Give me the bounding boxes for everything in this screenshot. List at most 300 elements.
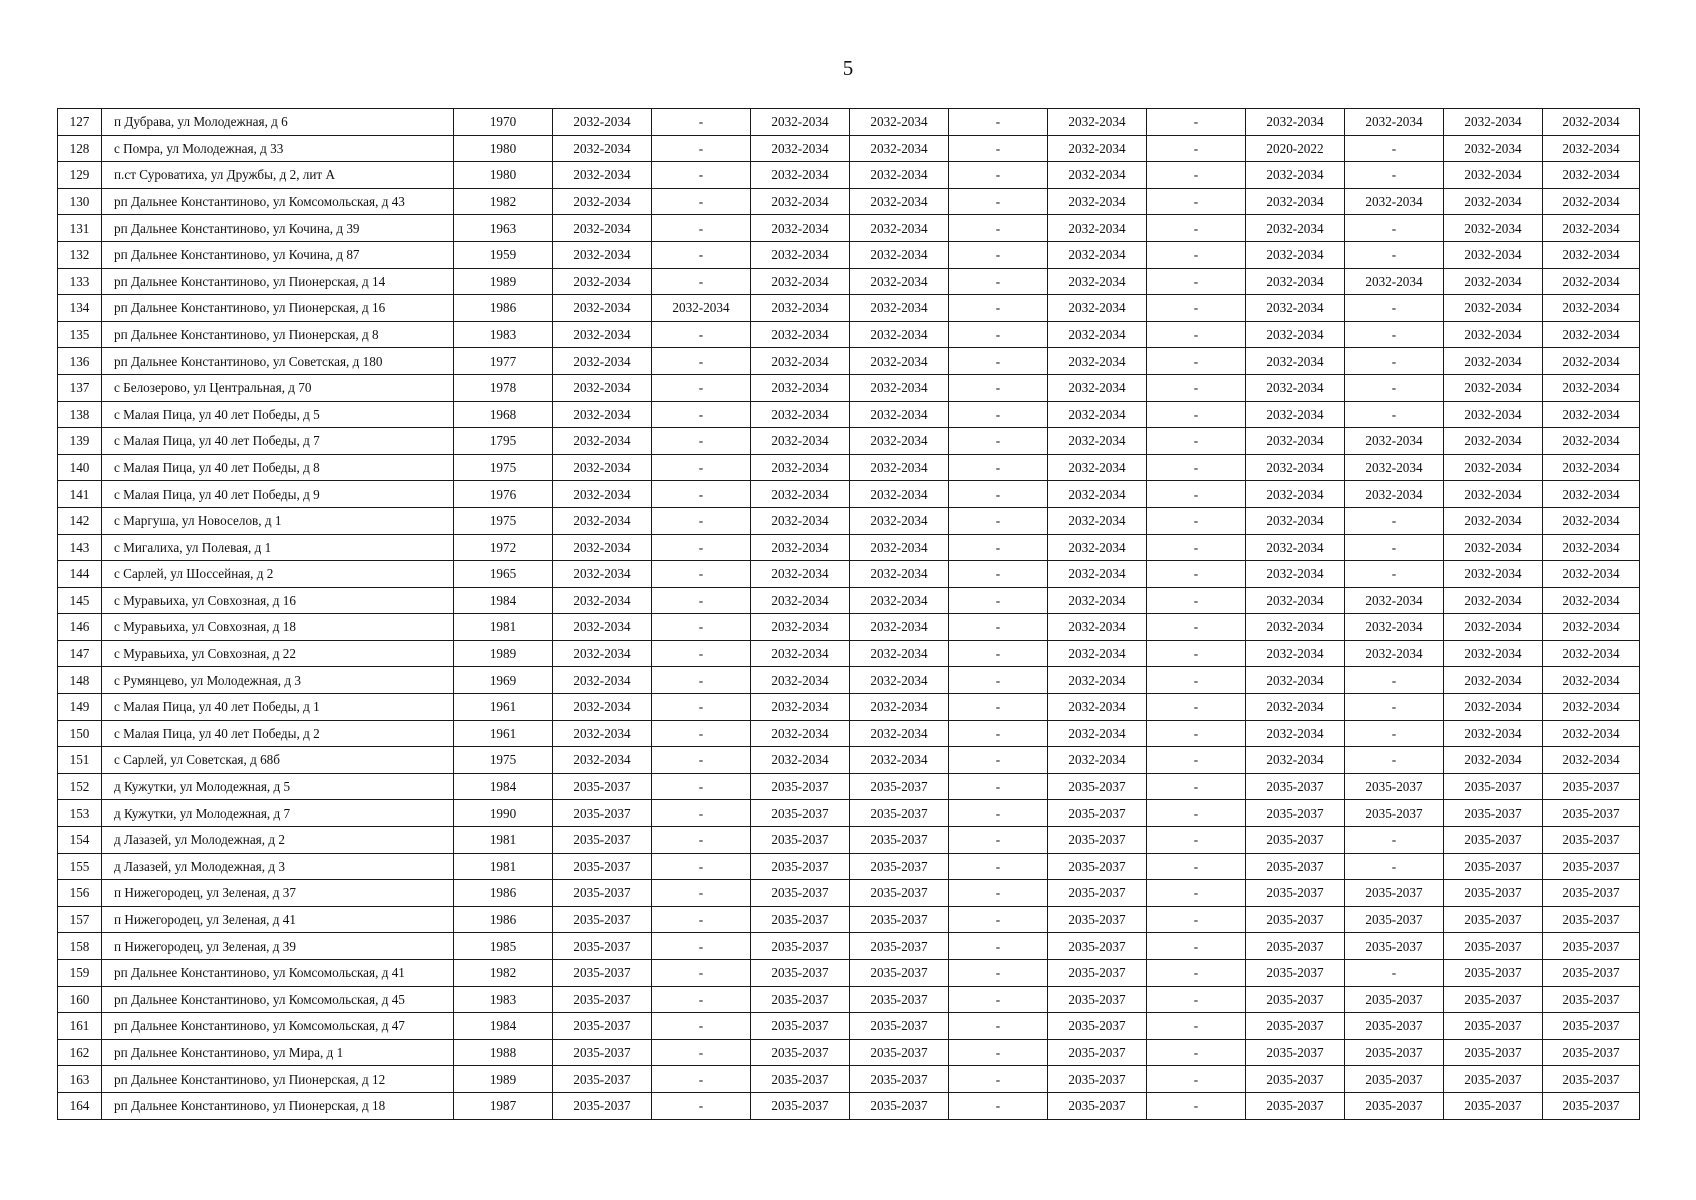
period-cell: 2035-2037 bbox=[1444, 1013, 1543, 1040]
period-cell: 2032-2034 bbox=[1048, 374, 1147, 401]
period-cell: 2035-2037 bbox=[1345, 773, 1444, 800]
table-row bbox=[58, 1039, 1640, 1066]
period-cell: - bbox=[1345, 853, 1444, 880]
period-cell: 2035-2037 bbox=[1048, 800, 1147, 827]
page-number: 5 bbox=[842, 56, 854, 80]
period-cell: 2032-2034 bbox=[850, 587, 949, 614]
period-cell: - bbox=[652, 773, 751, 800]
period-cell: - bbox=[652, 933, 751, 960]
year-cell: 1969 bbox=[454, 667, 553, 694]
year-cell: 1980 bbox=[454, 135, 553, 162]
address-cell: рп Дальнее Константиново, ул Комсомольская, д 47 bbox=[102, 1013, 454, 1040]
period-cell: - bbox=[949, 321, 1048, 348]
period-cell: 2032-2034 bbox=[1048, 135, 1147, 162]
period-cell: 2035-2037 bbox=[1246, 986, 1345, 1013]
table-row bbox=[58, 667, 1640, 694]
period-cell: - bbox=[1147, 906, 1246, 933]
row-number: 130 bbox=[58, 188, 102, 215]
period-cell: 2032-2034 bbox=[1543, 694, 1640, 721]
period-cell: - bbox=[652, 507, 751, 534]
period-cell: 2032-2034 bbox=[1246, 374, 1345, 401]
period-cell: - bbox=[949, 1066, 1048, 1093]
period-cell: 2035-2037 bbox=[1246, 853, 1345, 880]
period-cell: - bbox=[1147, 162, 1246, 189]
period-cell: 2035-2037 bbox=[1048, 906, 1147, 933]
period-cell: 2035-2037 bbox=[1246, 1013, 1345, 1040]
table-row bbox=[58, 880, 1640, 907]
period-cell: 2032-2034 bbox=[751, 162, 850, 189]
period-cell: 2035-2037 bbox=[1246, 880, 1345, 907]
period-cell: 2035-2037 bbox=[553, 853, 652, 880]
table-row bbox=[58, 188, 1640, 215]
period-cell: - bbox=[949, 534, 1048, 561]
table-row bbox=[58, 747, 1640, 774]
period-cell: 2032-2034 bbox=[1246, 188, 1345, 215]
row-number: 138 bbox=[58, 401, 102, 428]
period-cell: 2032-2034 bbox=[1444, 614, 1543, 641]
period-cell: - bbox=[1147, 827, 1246, 854]
period-cell: 2032-2034 bbox=[751, 268, 850, 295]
period-cell: 2032-2034 bbox=[1246, 720, 1345, 747]
period-cell: 2035-2037 bbox=[1048, 1039, 1147, 1066]
period-cell: - bbox=[949, 1092, 1048, 1119]
period-cell: 2035-2037 bbox=[1048, 960, 1147, 987]
period-cell: - bbox=[1345, 374, 1444, 401]
period-cell: 2032-2034 bbox=[1543, 614, 1640, 641]
period-cell: 2035-2037 bbox=[1543, 933, 1640, 960]
year-cell: 1963 bbox=[454, 215, 553, 242]
row-number: 127 bbox=[58, 109, 102, 136]
table-row bbox=[58, 401, 1640, 428]
period-cell: 2032-2034 bbox=[850, 295, 949, 322]
table-row bbox=[58, 481, 1640, 508]
address-cell: с Муравьиха, ул Совхозная, д 18 bbox=[102, 614, 454, 641]
period-cell: 2032-2034 bbox=[553, 295, 652, 322]
period-cell: - bbox=[949, 561, 1048, 588]
period-cell: - bbox=[652, 321, 751, 348]
address-cell: с Малая Пица, ул 40 лет Победы, д 2 bbox=[102, 720, 454, 747]
period-cell: 2032-2034 bbox=[1048, 561, 1147, 588]
period-cell: 2035-2037 bbox=[751, 880, 850, 907]
period-cell: - bbox=[652, 587, 751, 614]
period-cell: 2032-2034 bbox=[1444, 321, 1543, 348]
period-cell: - bbox=[652, 1013, 751, 1040]
period-cell: 2035-2037 bbox=[1543, 1013, 1640, 1040]
period-cell: - bbox=[1345, 162, 1444, 189]
year-cell: 1984 bbox=[454, 773, 553, 800]
row-number: 145 bbox=[58, 587, 102, 614]
row-number: 136 bbox=[58, 348, 102, 375]
row-number: 147 bbox=[58, 640, 102, 667]
period-cell: 2032-2034 bbox=[1444, 640, 1543, 667]
period-cell: 2035-2037 bbox=[850, 960, 949, 987]
period-cell: 2035-2037 bbox=[850, 1066, 949, 1093]
period-cell: - bbox=[949, 401, 1048, 428]
period-cell: 2032-2034 bbox=[1246, 507, 1345, 534]
period-cell: 2032-2034 bbox=[553, 454, 652, 481]
table-row bbox=[58, 614, 1640, 641]
period-cell: 2032-2034 bbox=[553, 587, 652, 614]
period-cell: - bbox=[652, 720, 751, 747]
period-cell: 2032-2034 bbox=[850, 215, 949, 242]
period-cell: 2032-2034 bbox=[850, 374, 949, 401]
period-cell: - bbox=[652, 109, 751, 136]
period-cell: 2032-2034 bbox=[1246, 109, 1345, 136]
period-cell: 2032-2034 bbox=[1048, 348, 1147, 375]
period-cell: - bbox=[652, 401, 751, 428]
address-cell: с Сарлей, ул Шоссейная, д 2 bbox=[102, 561, 454, 588]
period-cell: - bbox=[652, 800, 751, 827]
row-number: 131 bbox=[58, 215, 102, 242]
period-cell: 2032-2034 bbox=[1246, 162, 1345, 189]
period-cell: - bbox=[652, 162, 751, 189]
period-cell: - bbox=[949, 587, 1048, 614]
table-row bbox=[58, 454, 1640, 481]
year-cell: 1989 bbox=[454, 1066, 553, 1093]
year-cell: 1989 bbox=[454, 268, 553, 295]
period-cell: 2035-2037 bbox=[1345, 1092, 1444, 1119]
period-cell: - bbox=[1345, 747, 1444, 774]
table-row bbox=[58, 109, 1640, 136]
period-cell: 2032-2034 bbox=[1444, 454, 1543, 481]
period-cell: - bbox=[1147, 800, 1246, 827]
period-cell: - bbox=[949, 800, 1048, 827]
period-cell: 2035-2037 bbox=[553, 800, 652, 827]
address-cell: с Малая Пица, ул 40 лет Победы, д 8 bbox=[102, 454, 454, 481]
period-cell: 2032-2034 bbox=[553, 215, 652, 242]
period-cell: 2032-2034 bbox=[553, 614, 652, 641]
period-cell: 2032-2034 bbox=[553, 561, 652, 588]
period-cell: - bbox=[1147, 720, 1246, 747]
period-cell: 2035-2037 bbox=[1444, 960, 1543, 987]
address-cell: рп Дальнее Константиново, ул Пионерская, д 14 bbox=[102, 268, 454, 295]
period-cell: 2035-2037 bbox=[850, 880, 949, 907]
period-cell: 2035-2037 bbox=[850, 1092, 949, 1119]
period-cell: 2035-2037 bbox=[553, 933, 652, 960]
period-cell: 2032-2034 bbox=[1246, 215, 1345, 242]
period-cell: 2035-2037 bbox=[1543, 827, 1640, 854]
period-cell: - bbox=[949, 853, 1048, 880]
address-cell: рп Дальнее Константиново, ул Комсомольская, д 43 bbox=[102, 188, 454, 215]
period-cell: 2032-2034 bbox=[553, 188, 652, 215]
table-row bbox=[58, 135, 1640, 162]
row-number: 162 bbox=[58, 1039, 102, 1066]
row-number: 139 bbox=[58, 428, 102, 455]
table-row bbox=[58, 215, 1640, 242]
period-cell: 2032-2034 bbox=[1345, 587, 1444, 614]
period-cell: 2032-2034 bbox=[1444, 694, 1543, 721]
period-cell: 2035-2037 bbox=[1543, 1039, 1640, 1066]
period-cell: 2032-2034 bbox=[751, 295, 850, 322]
row-number: 137 bbox=[58, 374, 102, 401]
period-cell: 2035-2037 bbox=[1543, 853, 1640, 880]
period-cell: 2035-2037 bbox=[1444, 986, 1543, 1013]
period-cell: 2032-2034 bbox=[652, 295, 751, 322]
year-cell: 1975 bbox=[454, 454, 553, 481]
address-cell: рп Дальнее Константиново, ул Комсомольская, д 41 bbox=[102, 960, 454, 987]
period-cell: - bbox=[1147, 1013, 1246, 1040]
period-cell: - bbox=[1147, 428, 1246, 455]
period-cell: 2035-2037 bbox=[1246, 960, 1345, 987]
period-cell: 2035-2037 bbox=[751, 1013, 850, 1040]
period-cell: 2032-2034 bbox=[1543, 295, 1640, 322]
period-cell: 2032-2034 bbox=[751, 561, 850, 588]
row-number: 153 bbox=[58, 800, 102, 827]
row-number: 159 bbox=[58, 960, 102, 987]
period-cell: - bbox=[1147, 534, 1246, 561]
period-cell: 2035-2037 bbox=[1444, 773, 1543, 800]
address-cell: с Малая Пица, ул 40 лет Победы, д 5 bbox=[102, 401, 454, 428]
year-cell: 1975 bbox=[454, 747, 553, 774]
period-cell: 2032-2034 bbox=[751, 428, 850, 455]
row-number: 150 bbox=[58, 720, 102, 747]
period-cell: 2035-2037 bbox=[1345, 933, 1444, 960]
period-cell: 2032-2034 bbox=[1444, 481, 1543, 508]
period-cell: 2035-2037 bbox=[850, 986, 949, 1013]
table-row bbox=[58, 241, 1640, 268]
period-cell: - bbox=[949, 747, 1048, 774]
period-cell: - bbox=[949, 960, 1048, 987]
period-cell: 2035-2037 bbox=[850, 1013, 949, 1040]
period-cell: 2032-2034 bbox=[850, 534, 949, 561]
period-cell: 2032-2034 bbox=[1048, 640, 1147, 667]
period-cell: 2035-2037 bbox=[553, 827, 652, 854]
period-cell: - bbox=[1147, 587, 1246, 614]
address-cell: п Дубрава, ул Молодежная, д 6 bbox=[102, 109, 454, 136]
year-cell: 1978 bbox=[454, 374, 553, 401]
period-cell: 2032-2034 bbox=[850, 109, 949, 136]
period-cell: 2032-2034 bbox=[850, 747, 949, 774]
period-cell: 2032-2034 bbox=[1048, 295, 1147, 322]
period-cell: 2032-2034 bbox=[1048, 667, 1147, 694]
period-cell: 2035-2037 bbox=[1543, 986, 1640, 1013]
period-cell: 2032-2034 bbox=[1345, 481, 1444, 508]
period-cell: - bbox=[949, 906, 1048, 933]
period-cell: 2035-2037 bbox=[1345, 880, 1444, 907]
period-cell: 2032-2034 bbox=[1444, 109, 1543, 136]
period-cell: 2035-2037 bbox=[751, 933, 850, 960]
row-number: 140 bbox=[58, 454, 102, 481]
period-cell: 2032-2034 bbox=[751, 215, 850, 242]
period-cell: - bbox=[1345, 694, 1444, 721]
period-cell: - bbox=[652, 667, 751, 694]
period-cell: - bbox=[1345, 561, 1444, 588]
period-cell: 2032-2034 bbox=[1048, 268, 1147, 295]
period-cell: - bbox=[1345, 667, 1444, 694]
period-cell: 2032-2034 bbox=[751, 614, 850, 641]
row-number: 161 bbox=[58, 1013, 102, 1040]
period-cell: 2032-2034 bbox=[1543, 720, 1640, 747]
table-row bbox=[58, 773, 1640, 800]
row-number: 141 bbox=[58, 481, 102, 508]
period-cell: 2035-2037 bbox=[751, 960, 850, 987]
period-cell: 2032-2034 bbox=[1345, 454, 1444, 481]
year-cell: 1976 bbox=[454, 481, 553, 508]
period-cell: 2032-2034 bbox=[751, 401, 850, 428]
period-cell: 2032-2034 bbox=[850, 640, 949, 667]
period-cell: 2032-2034 bbox=[1543, 507, 1640, 534]
period-cell: 2035-2037 bbox=[1543, 880, 1640, 907]
table-row bbox=[58, 162, 1640, 189]
period-cell: 2032-2034 bbox=[1444, 667, 1543, 694]
period-cell: 2032-2034 bbox=[1543, 667, 1640, 694]
address-cell: рп Дальнее Константиново, ул Мира, д 1 bbox=[102, 1039, 454, 1066]
period-cell: 2032-2034 bbox=[1048, 109, 1147, 136]
period-cell: - bbox=[1147, 374, 1246, 401]
period-cell: 2032-2034 bbox=[1246, 534, 1345, 561]
period-cell: 2032-2034 bbox=[1444, 135, 1543, 162]
address-cell: рп Дальнее Константиново, ул Кочина, д 39 bbox=[102, 215, 454, 242]
period-cell: - bbox=[1147, 188, 1246, 215]
period-cell: - bbox=[1147, 561, 1246, 588]
table-row bbox=[58, 348, 1640, 375]
year-cell: 1965 bbox=[454, 561, 553, 588]
period-cell: 2032-2034 bbox=[751, 534, 850, 561]
period-cell: 2035-2037 bbox=[1543, 1092, 1640, 1119]
year-cell: 1961 bbox=[454, 720, 553, 747]
period-cell: - bbox=[1147, 960, 1246, 987]
period-cell: - bbox=[1147, 1039, 1246, 1066]
year-cell: 1985 bbox=[454, 933, 553, 960]
period-cell: 2035-2037 bbox=[751, 800, 850, 827]
period-cell: 2032-2034 bbox=[553, 428, 652, 455]
period-cell: 2032-2034 bbox=[553, 162, 652, 189]
period-cell: - bbox=[949, 507, 1048, 534]
period-cell: - bbox=[652, 747, 751, 774]
period-cell: 2035-2037 bbox=[1048, 773, 1147, 800]
period-cell: - bbox=[652, 1039, 751, 1066]
period-cell: 2035-2037 bbox=[850, 933, 949, 960]
period-cell: 2035-2037 bbox=[1444, 1039, 1543, 1066]
period-cell: 2032-2034 bbox=[553, 374, 652, 401]
period-cell: 2035-2037 bbox=[850, 773, 949, 800]
period-cell: 2032-2034 bbox=[751, 454, 850, 481]
row-number: 148 bbox=[58, 667, 102, 694]
year-cell: 1983 bbox=[454, 321, 553, 348]
period-cell: 2035-2037 bbox=[1345, 1066, 1444, 1093]
period-cell: 2032-2034 bbox=[1048, 321, 1147, 348]
period-cell: - bbox=[949, 827, 1048, 854]
period-cell: - bbox=[652, 1092, 751, 1119]
period-cell: - bbox=[1147, 747, 1246, 774]
period-cell: 2035-2037 bbox=[553, 1039, 652, 1066]
period-cell: 2032-2034 bbox=[1345, 109, 1444, 136]
year-cell: 1988 bbox=[454, 1039, 553, 1066]
period-cell: 2032-2034 bbox=[1048, 481, 1147, 508]
table-row bbox=[58, 720, 1640, 747]
address-cell: д Кужутки, ул Молодежная, д 7 bbox=[102, 800, 454, 827]
period-cell: 2032-2034 bbox=[751, 694, 850, 721]
period-cell: 2032-2034 bbox=[751, 135, 850, 162]
period-cell: 2035-2037 bbox=[751, 906, 850, 933]
period-cell: 2035-2037 bbox=[1048, 1066, 1147, 1093]
period-cell: 2032-2034 bbox=[850, 694, 949, 721]
row-number: 129 bbox=[58, 162, 102, 189]
period-cell: 2032-2034 bbox=[1048, 454, 1147, 481]
period-cell: 2035-2037 bbox=[1048, 853, 1147, 880]
address-cell: д Лазазей, ул Молодежная, д 2 bbox=[102, 827, 454, 854]
period-cell: 2035-2037 bbox=[1444, 853, 1543, 880]
period-cell: 2032-2034 bbox=[1246, 694, 1345, 721]
period-cell: 2035-2037 bbox=[1246, 1066, 1345, 1093]
period-cell: - bbox=[652, 241, 751, 268]
row-number: 158 bbox=[58, 933, 102, 960]
period-cell: - bbox=[949, 241, 1048, 268]
row-number: 151 bbox=[58, 747, 102, 774]
period-cell: - bbox=[652, 960, 751, 987]
period-cell: 2032-2034 bbox=[553, 268, 652, 295]
period-cell: - bbox=[1345, 827, 1444, 854]
period-cell: 2032-2034 bbox=[553, 401, 652, 428]
period-cell: 2032-2034 bbox=[1543, 215, 1640, 242]
period-cell: 2032-2034 bbox=[1444, 295, 1543, 322]
period-cell: 2032-2034 bbox=[850, 135, 949, 162]
period-cell: 2032-2034 bbox=[553, 135, 652, 162]
period-cell: - bbox=[949, 454, 1048, 481]
period-cell: - bbox=[1147, 481, 1246, 508]
period-cell: 2032-2034 bbox=[850, 667, 949, 694]
year-cell: 1975 bbox=[454, 507, 553, 534]
table-row bbox=[58, 1066, 1640, 1093]
address-cell: с Помра, ул Молодежная, д 33 bbox=[102, 135, 454, 162]
address-cell: с Муравьиха, ул Совхозная, д 22 bbox=[102, 640, 454, 667]
period-cell: 2032-2034 bbox=[1444, 268, 1543, 295]
period-cell: 2035-2037 bbox=[1048, 1092, 1147, 1119]
period-cell: - bbox=[652, 268, 751, 295]
period-cell: 2035-2037 bbox=[1246, 773, 1345, 800]
period-cell: 2032-2034 bbox=[553, 640, 652, 667]
period-cell: 2032-2034 bbox=[1543, 374, 1640, 401]
period-cell: 2035-2037 bbox=[1048, 1013, 1147, 1040]
address-cell: рп Дальнее Константиново, ул Кочина, д 87 bbox=[102, 241, 454, 268]
period-cell: 2032-2034 bbox=[1543, 109, 1640, 136]
period-cell: 2032-2034 bbox=[1444, 401, 1543, 428]
period-cell: - bbox=[652, 188, 751, 215]
year-cell: 1990 bbox=[454, 800, 553, 827]
period-cell: - bbox=[949, 720, 1048, 747]
address-cell: с Сарлей, ул Советская, д 68б bbox=[102, 747, 454, 774]
period-cell: - bbox=[652, 640, 751, 667]
period-cell: 2020-2022 bbox=[1246, 135, 1345, 162]
period-cell: 2032-2034 bbox=[850, 241, 949, 268]
period-cell: - bbox=[1345, 534, 1444, 561]
period-cell: - bbox=[652, 694, 751, 721]
period-cell: - bbox=[949, 614, 1048, 641]
row-number: 128 bbox=[58, 135, 102, 162]
table-row bbox=[58, 986, 1640, 1013]
period-cell: 2035-2037 bbox=[1543, 906, 1640, 933]
table-body bbox=[58, 109, 1640, 1120]
period-cell: 2032-2034 bbox=[1048, 614, 1147, 641]
period-cell: - bbox=[949, 933, 1048, 960]
period-cell: - bbox=[1345, 135, 1444, 162]
period-cell: 2032-2034 bbox=[1444, 348, 1543, 375]
period-cell: 2032-2034 bbox=[850, 401, 949, 428]
period-cell: 2032-2034 bbox=[553, 534, 652, 561]
period-cell: - bbox=[1345, 241, 1444, 268]
period-cell: - bbox=[949, 268, 1048, 295]
address-cell: рп Дальнее Константиново, ул Пионерская, д 8 bbox=[102, 321, 454, 348]
period-cell: 2035-2037 bbox=[1543, 960, 1640, 987]
row-number: 163 bbox=[58, 1066, 102, 1093]
table-row bbox=[58, 853, 1640, 880]
period-cell: 2032-2034 bbox=[1048, 587, 1147, 614]
table-row bbox=[58, 694, 1640, 721]
period-cell: - bbox=[652, 880, 751, 907]
year-cell: 1984 bbox=[454, 1013, 553, 1040]
period-cell: 2032-2034 bbox=[1048, 694, 1147, 721]
period-cell: 2032-2034 bbox=[850, 162, 949, 189]
